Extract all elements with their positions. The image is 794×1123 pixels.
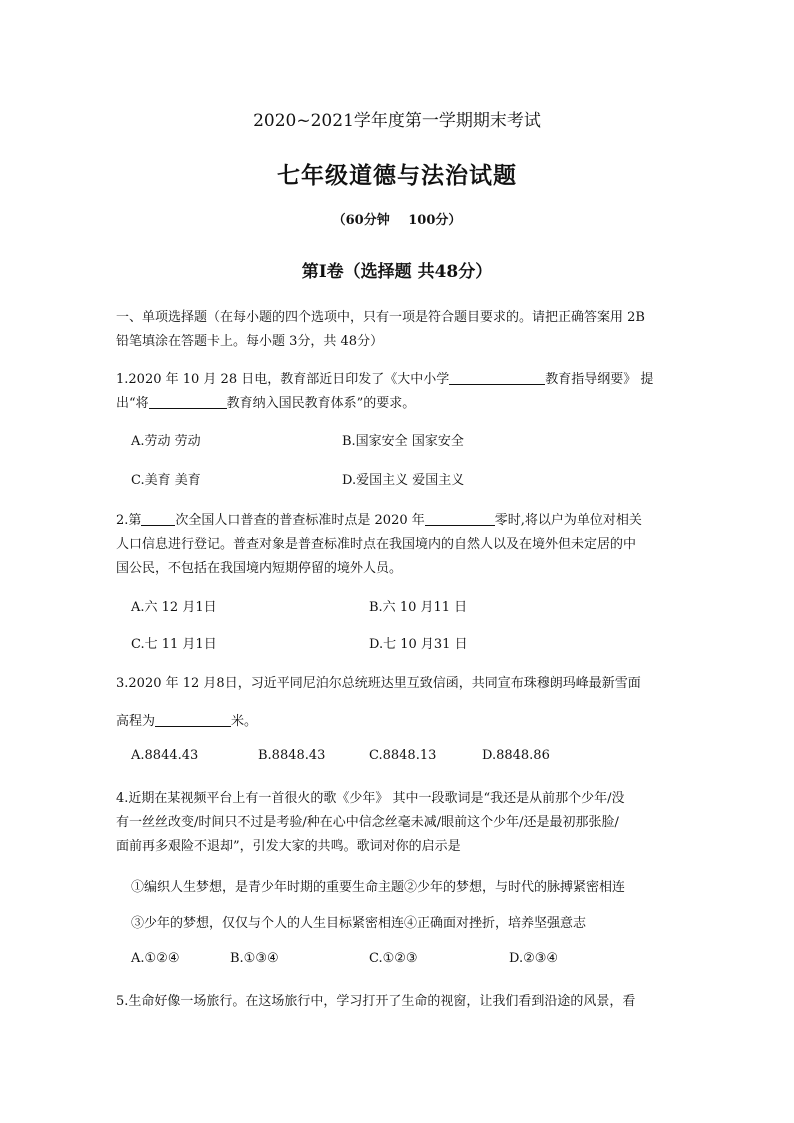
q3-blank bbox=[155, 713, 231, 727]
q1-option-c: C.美育 美育 bbox=[131, 473, 201, 488]
q3-option-b: B.8848.43 bbox=[258, 748, 326, 763]
time-score: （60分钟 100分） bbox=[332, 213, 462, 228]
q3-option-d: D.8848.86 bbox=[482, 748, 550, 763]
q4-line-1: 4.近期在某视频平台上有一首很火的歌《少年》 其中一段歌词是“我还是从前那个少年/没 bbox=[116, 791, 625, 806]
volume-title: 第Ⅰ卷（选择题 共48分） bbox=[301, 262, 493, 282]
q1-option-b: B.国家安全 国家安全 bbox=[342, 434, 464, 449]
q1-blank-1 bbox=[449, 371, 545, 385]
q1-text-b: 教育指导纲要》 提 bbox=[545, 372, 654, 387]
instructions-line-1: 一、单项选择题（在每小题的四个选项中，只有一项是符合题目要求的。请把正确答案用 2B bbox=[116, 310, 645, 325]
q1-text-a: 1.2020 年 10 月 28 日电，教育部近日印发了《大中小学 bbox=[116, 372, 450, 387]
q1-text-c: 出“将 bbox=[116, 396, 149, 411]
q3-text-a: 高程为 bbox=[116, 714, 156, 729]
q2-blank-1 bbox=[141, 512, 175, 526]
subject-title: 七年级道德与法治试题 bbox=[277, 162, 517, 189]
q4-option-a: A.①②④ bbox=[131, 951, 180, 966]
q4-statement-1: ①编织人生梦想，是青少年时期的重要生命主题②少年的梦想，与时代的脉搏紧密相连 bbox=[131, 880, 626, 895]
q1-option-a: A.劳动 劳动 bbox=[131, 434, 201, 449]
q1-text-d: 教育纳入国民教育体系”的要求。 bbox=[226, 396, 416, 411]
q2-line-1 bbox=[116, 509, 642, 528]
q1-option-d: D.爱国主义 爱国主义 bbox=[342, 473, 465, 488]
q3-line-1: 3.2020 年 12 月8日，习近平同尼泊尔总统班达里互致信函，共同宣布珠穆朗玛峰最新雪面 bbox=[116, 676, 641, 691]
q4-option-d: D.②③④ bbox=[509, 951, 559, 966]
instructions-line-2: 铅笔填涂在答题卡上。每小题 3分，共 48分） bbox=[116, 334, 384, 349]
q4-line-3: 面前再多艰险不退却”，引发大家的共鸣。歌词对你的启示是 bbox=[116, 839, 461, 854]
q1-blank-2 bbox=[149, 395, 227, 409]
q3-line-2 bbox=[116, 710, 257, 729]
q2-text-c: 零时,将以户为单位对相关 bbox=[494, 513, 642, 528]
q2-option-b: B.六 10 月11 日 bbox=[369, 600, 468, 615]
q5-line-1: 5.生命好像一场旅行。在这场旅行中，学习打开了生命的视窗，让我们看到沿途的风景，看 bbox=[116, 994, 636, 1009]
q2-line-2: 人口信息进行登记。普查对象是普查标准时点在我国境内的自然人以及在境外但未定居的中 bbox=[116, 537, 637, 552]
q2-option-c: C.七 11 月1日 bbox=[131, 637, 217, 652]
q4-option-b: B.①③④ bbox=[230, 951, 279, 966]
q2-option-a: A.六 12 月1日 bbox=[131, 600, 217, 615]
q2-option-d: D.七 10 月31 日 bbox=[369, 637, 468, 652]
q2-line-3: 国公民，不包括在我国境内短期停留的境外人员。 bbox=[116, 561, 403, 576]
q3-text-b: 米。 bbox=[231, 714, 258, 729]
q2-text-a: 2.第 bbox=[116, 513, 142, 528]
q1-line-1 bbox=[116, 368, 653, 387]
q3-option-a: A.8844.43 bbox=[131, 748, 199, 763]
exam-title: 2020~2021学年度第一学期期末考试 bbox=[253, 111, 541, 131]
q2-text-b: 次全国人口普查的普查标准时点是 2020 年 bbox=[175, 513, 425, 528]
q4-line-2: 有一丝丝改变/时间只不过是考验/种在心中信念丝毫未减/眼前这个少年/还是最初那张脸/ bbox=[116, 815, 619, 830]
q2-blank-2 bbox=[425, 512, 495, 526]
q4-option-c: C.①②③ bbox=[369, 951, 418, 966]
q1-line-2 bbox=[116, 392, 415, 411]
q4-statement-2: ③少年的梦想，仅仅与个人的人生目标紧密相连④正确面对挫折，培养坚强意志 bbox=[131, 916, 587, 931]
q3-option-c: C.8848.13 bbox=[369, 748, 437, 763]
